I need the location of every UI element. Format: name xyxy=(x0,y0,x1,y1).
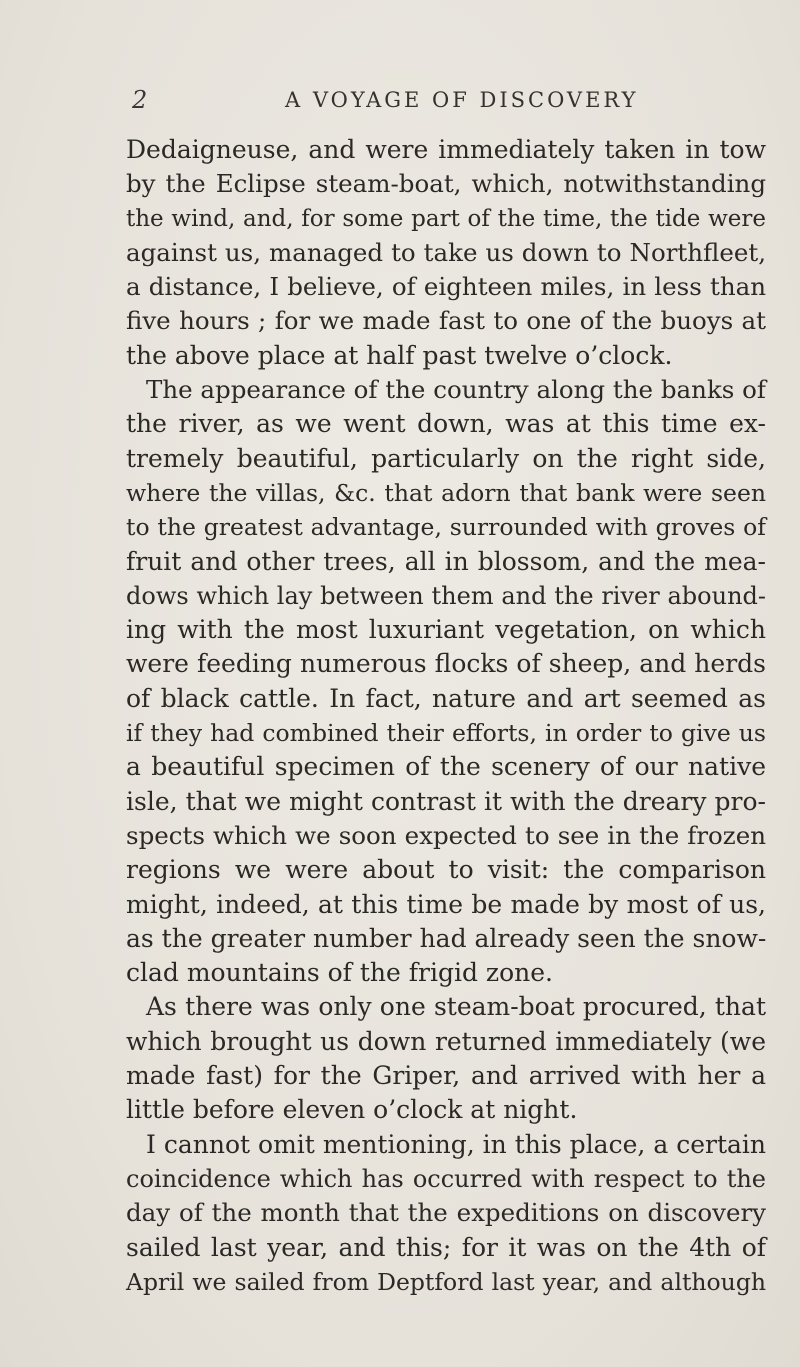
text-line: little before eleven o’clock at night. xyxy=(126,1095,578,1125)
text-line: dows which lay between them and the river abound- xyxy=(126,581,766,610)
text-line: to the greatest advantage, surrounded with groves of xyxy=(126,513,766,542)
text-line: regions we were about to visit: the comparison xyxy=(126,855,766,885)
text-line: The appearance of the country along the banks of xyxy=(146,375,766,405)
text-line: day of the month that the expeditions on discovery xyxy=(126,1198,766,1228)
text-line: if they had combined their efforts, in order to give us xyxy=(126,719,766,748)
text-line: the wind, and, for some part of the time, the tide were xyxy=(126,205,766,232)
text-line: a beautiful specimen of the scenery of our native xyxy=(126,752,766,782)
running-head: A VOYAGE OF DISCOVERY xyxy=(285,88,639,112)
body-text xyxy=(126,133,766,1299)
text-line: of black cattle. In fact, nature and art seemed as xyxy=(126,683,766,713)
text-line: might, indeed, at this time be made by most of us, xyxy=(126,889,766,919)
text-line: I cannot omit mentioning, in this place, a certain xyxy=(146,1129,766,1159)
text-line: coincidence which has occurred with respect to the xyxy=(126,1164,766,1193)
text-line: fruit and other trees, all in blossom, and the mea- xyxy=(126,546,766,576)
page-number: 2 xyxy=(132,86,148,114)
text-line: spects which we soon expected to see in the frozen xyxy=(126,820,766,850)
text-line: sailed last year, and this; for it was on the 4th of xyxy=(126,1232,766,1262)
text-line: April we sailed from Deptford last year, and although xyxy=(126,1267,766,1296)
text-line: were feeding numerous flocks of sheep, and herds xyxy=(126,649,766,679)
text-line: Dedaigneuse, and were immediately taken in tow xyxy=(126,135,766,164)
text-line: five hours ; for we made fast to one of the buoys at xyxy=(126,306,766,336)
text-line: by the Eclipse steam-boat, which, notwithstanding xyxy=(126,169,766,199)
text-line: against us, managed to take us down to Northfleet, xyxy=(126,237,766,267)
text-line: isle, that we might contrast it with the dreary pro- xyxy=(126,786,766,816)
text-line: As there was only one steam-boat procured, that xyxy=(146,992,766,1022)
text-line: the river, as we went down, was at this time ex- xyxy=(126,409,766,439)
text-line: clad mountains of the frigid zone. xyxy=(126,958,553,988)
text-line: the above place at half past twelve o’clock. xyxy=(126,340,673,370)
page-header xyxy=(0,86,800,126)
text-line: made fast) for the Griper, and arrived with her a xyxy=(126,1061,766,1091)
text-line: where the villas, &c. that adorn that bank were seen xyxy=(126,478,766,507)
text-line: a distance, I believe, of eighteen miles, in less than xyxy=(126,272,766,302)
text-line: tremely beautiful, particularly on the right side, xyxy=(126,443,766,473)
text-line: as the greater number had already seen the snow- xyxy=(126,923,767,953)
text-line: which brought us down returned immediately (we xyxy=(126,1026,766,1056)
text-line: ing with the most luxuriant vegetation, on which xyxy=(126,615,766,645)
